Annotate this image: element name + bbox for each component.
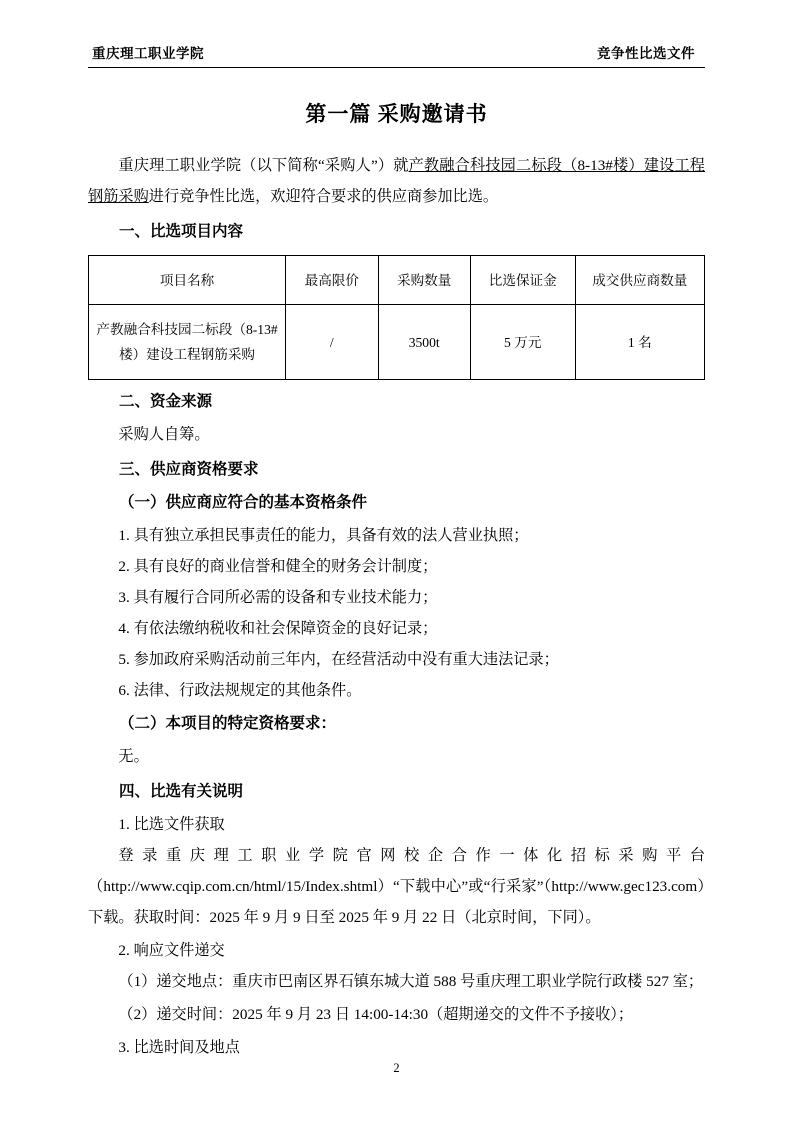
list-item: 6. 法律、行政法规规定的其他条件。 — [118, 682, 362, 699]
section-2-heading: 二、资金来源 — [119, 393, 213, 410]
list-item: 2. 具有良好的商业信誉和健全的财务会计制度； — [118, 558, 438, 575]
table-cell-max-price: / — [286, 305, 378, 380]
table-header-row — [89, 256, 705, 305]
section-4-2-location: （1）递交地点：重庆市巴南区界石镇东城大道 588 号重庆理工职业学院行政楼 527 室； — [118, 973, 704, 990]
intro-project-name: 产教融合科技园二标段（8-13#楼）建设工程钢筋采购 — [88, 157, 705, 205]
header-right-text: 竞争性比选文件 — [597, 46, 695, 61]
list-item: 4. 有依法缴纳税收和社会保障资金的良好记录； — [118, 620, 438, 637]
intro-paragraph — [88, 150, 705, 212]
page-number: 2 — [393, 1061, 400, 1075]
section-4-heading: 四、比选有关说明 — [119, 783, 244, 800]
list-item: 3. 具有履行合同所必需的设备和专业技术能力； — [118, 589, 438, 606]
section-1-heading: 一、比选项目内容 — [119, 223, 244, 240]
table-col-header: 采购数量 — [378, 256, 470, 305]
intro-tail: 进行竞争性比选，欢迎符合要求的供应商参加比选。 — [148, 188, 499, 205]
table-col-header: 比选保证金 — [470, 256, 575, 305]
header-left-text: 重庆理工职业学院 — [92, 46, 204, 61]
table-row — [89, 305, 705, 380]
intro-lead: 重庆理工职业学院（以下简称“采购人”）就 — [118, 157, 409, 174]
table-col-header: 成交供应商数量 — [575, 256, 704, 305]
section-4-1-text: 登录重庆理工职业学院官网校企合作一体化招标采购平台（http://www.cqip.com.cn/html/15/Index.shtml）“下载中心”或“行采家”（http://www.gec123.com）下载。获取时间：2025 年 9 月 9 日至 2025 年 9 月 22 日（北京时间，下同）。 — [88, 847, 705, 926]
table-cell-deposit: 5 万元 — [470, 305, 575, 380]
page-title: 第一篇 采购邀请书 — [305, 102, 488, 126]
table-cell-supplier-count: 1 名 — [575, 305, 704, 380]
section-3-2-text: 无。 — [118, 748, 149, 765]
table-cell-project-name: 产教融合科技园二标段（8-13#楼）建设工程钢筋采购 — [89, 305, 286, 380]
table-cell-quantity: 3500t — [378, 305, 470, 380]
section-4-2-time: （2）递交时间：2025 年 9 月 23 日 14:00-14:30（超期递交的文件不予接收）； — [118, 1006, 634, 1023]
bid-project-table — [88, 255, 705, 380]
section-3-2-heading: （二）本项目的特定资格要求： — [119, 715, 337, 732]
section-4-1-heading: 1. 比选文件获取 — [118, 816, 225, 833]
section-3-1-heading: （一）供应商应符合的基本资格条件 — [119, 494, 368, 511]
table-col-header: 最高限价 — [286, 256, 378, 305]
section-4-3-heading: 3. 比选时间及地点 — [118, 1039, 240, 1056]
table-col-header: 项目名称 — [89, 256, 286, 305]
section-2-text: 采购人自筹。 — [118, 426, 210, 443]
section-4-2-heading: 2. 响应文件递交 — [118, 942, 225, 959]
list-item: 1. 具有独立承担民事责任的能力，具备有效的法人营业执照； — [118, 527, 529, 544]
list-item: 5. 参加政府采购活动前三年内，在经营活动中没有重大违法记录； — [118, 651, 559, 668]
page-header — [88, 42, 705, 68]
section-3-heading: 三、供应商资格要求 — [119, 461, 259, 478]
